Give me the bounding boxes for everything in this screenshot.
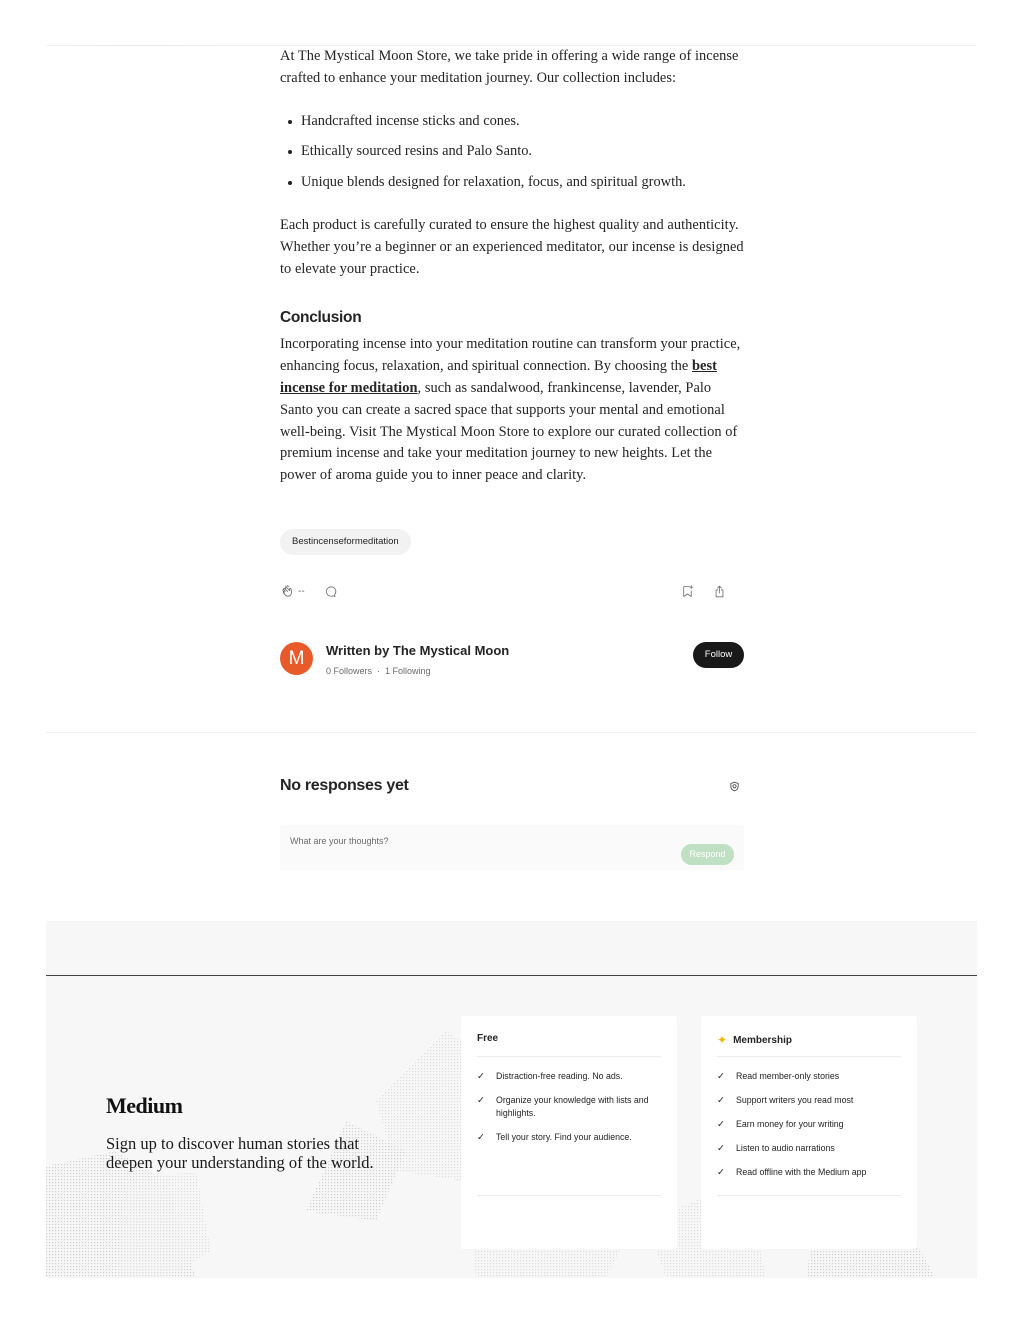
- list-item: Ethically sourced resins and Palo Santo.: [280, 141, 744, 163]
- intro-paragraph: At The Mystical Moon Store, we take pride in offering a wide range of incense crafted to enhance your meditation journey. Our collection includes:: [280, 48, 739, 86]
- footer-rule: [46, 975, 977, 976]
- benefit-text: Read member-only stories: [736, 1071, 840, 1081]
- stats-separator: ·: [377, 666, 381, 676]
- list-item: [717, 1070, 901, 1083]
- article-body: [280, 46, 744, 487]
- shield-icon[interactable]: [729, 781, 740, 792]
- membership-benefits-list: [717, 1070, 901, 1190]
- list-item: [717, 1094, 901, 1107]
- author-stats: [326, 666, 431, 676]
- benefit-text: Read offline with the Medium app: [736, 1167, 867, 1177]
- check-icon: ✓: [717, 1167, 725, 1178]
- benefit-text: Support writers you read most: [736, 1095, 854, 1105]
- save-button[interactable]: [680, 582, 695, 600]
- check-icon: ✓: [477, 1095, 485, 1106]
- list-item: [717, 1118, 901, 1131]
- signup-footer: [46, 921, 977, 1278]
- card-divider: [717, 1195, 901, 1196]
- check-icon: ✓: [477, 1071, 485, 1082]
- check-icon: ✓: [717, 1071, 725, 1082]
- check-icon: ✓: [717, 1119, 725, 1130]
- list-item: Handcrafted incense sticks and cones.: [280, 111, 744, 133]
- article-actions: [280, 582, 744, 600]
- benefit-text: Organize your knowledge with lists and highlights.: [496, 1095, 649, 1118]
- share-button[interactable]: [712, 582, 727, 600]
- author-card: [280, 642, 744, 682]
- topic-tag[interactable]: Bestincenseformeditation: [280, 529, 411, 555]
- response-input[interactable]: What are your thoughts?: [290, 836, 389, 846]
- list-item: [477, 1070, 661, 1083]
- follow-button[interactable]: Follow: [693, 642, 744, 668]
- clap-count: --: [298, 585, 305, 597]
- list-item: [717, 1142, 901, 1155]
- free-plan-title: Free: [477, 1033, 499, 1044]
- share-icon: [712, 584, 727, 599]
- list-item: [717, 1166, 901, 1179]
- check-icon: ✓: [717, 1095, 725, 1106]
- free-plan-card[interactable]: [461, 1016, 677, 1249]
- membership-label: Membership: [733, 1034, 792, 1046]
- list-item: [477, 1094, 661, 1120]
- response-box[interactable]: [280, 825, 744, 870]
- benefit-text: Distraction-free reading. No ads.: [496, 1071, 623, 1081]
- card-divider: [717, 1056, 901, 1057]
- membership-plan-title: [717, 1033, 792, 1047]
- list-item: Unique blends designed for relaxation, focus, and spiritual growth.: [280, 172, 744, 194]
- conclusion-heading: Conclusion: [280, 309, 362, 327]
- followers-count[interactable]: 0 Followers: [326, 666, 373, 676]
- respond-button[interactable]: Respond: [681, 844, 734, 865]
- benefit-text: Earn money for your writing: [736, 1119, 844, 1129]
- check-icon: ✓: [717, 1143, 725, 1154]
- best-incense-link[interactable]: best incense for meditation: [280, 358, 717, 396]
- responses-title: No responses yet: [280, 777, 409, 794]
- benefit-text: Listen to audio narrations: [736, 1143, 835, 1153]
- free-benefits-list: [477, 1070, 661, 1155]
- clap-button[interactable]: [280, 582, 305, 600]
- conclusion-text-end: , such as sandalwood, frankincense, lavender, Palo Santo you can create a sacred space that supports your mental and emotional well-being. Visit The Mystical Moon Store to explore our curated collection of premium incense and take your meditation journey to new heights. Let the power of aroma guide you to inner peace and clarity.: [280, 379, 738, 484]
- list-item: [477, 1131, 661, 1144]
- star-icon: ✦: [717, 1033, 728, 1047]
- signup-tagline: Sign up to discover human stories that deepen your understanding of the world.: [106, 1134, 374, 1172]
- card-divider: [477, 1056, 661, 1057]
- membership-plan-card[interactable]: [701, 1016, 917, 1249]
- medium-logo[interactable]: Medium: [106, 1093, 183, 1118]
- comment-icon: [323, 584, 338, 599]
- conclusion-text-start: Incorporating incense into your meditation routine can transform your practice, enhancing focus, relaxation, and spiritual connection. By choosing the: [280, 336, 741, 375]
- card-divider: [477, 1195, 661, 1196]
- conclusion-paragraph: [280, 334, 744, 487]
- collection-list: [280, 111, 744, 194]
- comment-button[interactable]: [323, 582, 338, 600]
- quality-paragraph: Each product is carefully curated to ensure the highest quality and authenticity. Whether you’re a beginner or an experienced meditator, our incense is designed to elevate your practice.: [280, 216, 744, 277]
- author-name[interactable]: Written by The Mystical Moon: [326, 643, 510, 658]
- bookmark-add-icon: [680, 584, 695, 599]
- section-divider: [46, 732, 977, 733]
- benefit-text: Tell your story. Find your audience.: [496, 1132, 632, 1142]
- check-icon: ✓: [477, 1132, 485, 1143]
- following-count[interactable]: 1 Following: [385, 666, 431, 676]
- clap-icon: [280, 584, 295, 599]
- avatar[interactable]: M: [280, 642, 313, 675]
